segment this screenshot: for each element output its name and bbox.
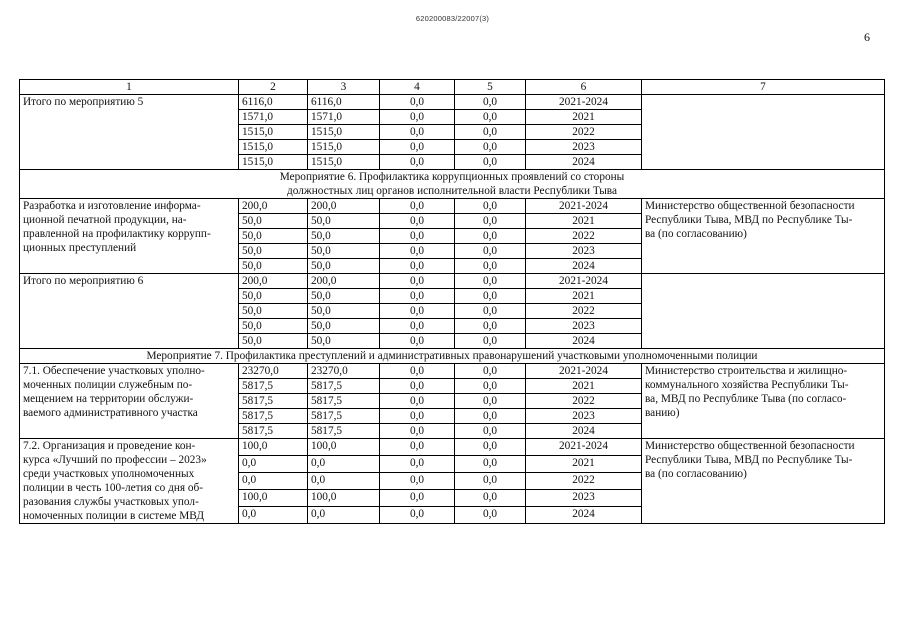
table-cell: 0,0 [455, 334, 526, 349]
table-cell: 2024 [526, 259, 642, 274]
table-cell: 1515,0 [308, 155, 380, 170]
table-cell: 0,0 [308, 456, 380, 473]
item6-label-line: правленной на профилактику коррупп- [23, 228, 211, 240]
column-header-7: 7 [642, 80, 885, 95]
table-cell: 50,0 [308, 244, 380, 259]
table-cell: 50,0 [308, 304, 380, 319]
table-cell: 100,0 [308, 439, 380, 456]
section7-row [20, 349, 885, 364]
table-cell: 0,0 [380, 304, 455, 319]
column-header-4: 4 [380, 80, 455, 95]
table-cell: 0,0 [380, 439, 455, 456]
table-cell: 2021 [526, 214, 642, 229]
item72-executor-line: ва (по согласованию) [645, 468, 747, 480]
item71-executor [642, 364, 885, 439]
table-cell: 0,0 [380, 319, 455, 334]
table-cell: 0,0 [455, 507, 526, 524]
table-cell: 5817,5 [239, 379, 308, 394]
table-cell: 0,0 [455, 229, 526, 244]
table-cell: 1515,0 [308, 140, 380, 155]
table-cell: 0,0 [308, 473, 380, 490]
table-cell: 6116,0 [239, 95, 308, 110]
table-cell: 2021 [526, 289, 642, 304]
table-cell: 1515,0 [308, 125, 380, 140]
table-cell: 0,0 [455, 259, 526, 274]
table-cell: 5817,5 [239, 424, 308, 439]
table-cell: 0,0 [380, 244, 455, 259]
table-cell: 200,0 [308, 199, 380, 214]
table-cell: 2021 [526, 379, 642, 394]
table-cell: 2022 [526, 125, 642, 140]
table-cell: 0,0 [455, 214, 526, 229]
table-cell: 0,0 [455, 424, 526, 439]
table-cell: 50,0 [308, 259, 380, 274]
table-cell: 0,0 [455, 473, 526, 490]
table-cell: 0,0 [380, 456, 455, 473]
item6-executor-line: Республики Тыва, МВД по Республике Ты- [645, 214, 853, 226]
item71-executor-line: Министерство строительства и жилищно- [645, 365, 848, 377]
table-cell: 2023 [526, 319, 642, 334]
header-row [20, 80, 885, 95]
table-cell: 50,0 [239, 334, 308, 349]
item71-executor-line: ванию) [645, 407, 680, 419]
total6-label: Итого по мероприятию 6 [20, 274, 239, 349]
item71-label-line: моченных полиции служебным по- [23, 379, 193, 391]
item72-executor [642, 439, 885, 524]
section7-title-line: Мероприятие 7. Профилактика преступлений и административных правонарушений участковыми уполномоченными полиции [146, 350, 758, 362]
table-cell: 0,0 [455, 379, 526, 394]
table-cell: 2024 [526, 507, 642, 524]
item6-label [20, 199, 239, 274]
table-cell: 0,0 [380, 125, 455, 140]
table-cell: 0,0 [380, 379, 455, 394]
table-cell: 2023 [526, 409, 642, 424]
table-cell: 0,0 [380, 229, 455, 244]
total6-row [20, 274, 885, 289]
table-cell: 0,0 [455, 409, 526, 424]
section6-title-line: должностных лиц органов исполнительной власти Республики Тыва [287, 185, 617, 197]
column-header-2: 2 [239, 80, 308, 95]
table-cell: 50,0 [308, 289, 380, 304]
document-code: 620200083/22007(3) [415, 14, 490, 23]
table-cell: 2023 [526, 140, 642, 155]
table-cell: 0,0 [455, 274, 526, 289]
table-cell: 1515,0 [239, 125, 308, 140]
table-cell: 200,0 [239, 274, 308, 289]
table-cell: 50,0 [308, 319, 380, 334]
column-header-6: 6 [526, 80, 642, 95]
table-cell: 50,0 [239, 214, 308, 229]
table-cell: 2024 [526, 155, 642, 170]
page-number: 6 [864, 30, 870, 44]
table-cell: 0,0 [455, 155, 526, 170]
item71-label-line: 7.1. Обеспечение участковых уполно- [23, 365, 205, 377]
table-cell: 0,0 [455, 394, 526, 409]
table-cell: 0,0 [239, 473, 308, 490]
item72-label-line: полиции в честь 100-летия со дня об- [23, 482, 204, 494]
table-cell: 0,0 [380, 140, 455, 155]
item72-label-line: курса «Лучший по профессии – 2023» [23, 454, 207, 466]
table-cell: 2021-2024 [526, 274, 642, 289]
table-cell: 2021-2024 [526, 364, 642, 379]
table-cell: 6116,0 [308, 95, 380, 110]
item6-executor-line: ва (по согласованию) [645, 228, 747, 240]
table-cell: 2023 [526, 490, 642, 507]
total5-executor [642, 95, 885, 170]
table-body [20, 80, 885, 524]
table-cell: 1571,0 [308, 110, 380, 125]
table-cell: 2024 [526, 424, 642, 439]
column-header-3: 3 [308, 80, 380, 95]
table-cell: 50,0 [308, 334, 380, 349]
table-cell: 0,0 [455, 490, 526, 507]
table-cell: 2021 [526, 110, 642, 125]
column-header-1: 1 [20, 80, 239, 95]
table-cell: 2022 [526, 304, 642, 319]
table-cell: 0,0 [380, 409, 455, 424]
table-cell: 50,0 [308, 229, 380, 244]
item71-row [20, 364, 885, 379]
table-cell: 0,0 [455, 304, 526, 319]
budget-table [19, 79, 885, 524]
section6-title-line: Мероприятие 6. Профилактика коррупционных проявлений со стороны [279, 171, 625, 183]
item71-executor-line: коммунального хозяйства Республики Ты- [645, 379, 849, 391]
table-cell: 50,0 [239, 289, 308, 304]
table-cell: 200,0 [239, 199, 308, 214]
table-cell: 2022 [526, 394, 642, 409]
table-cell: 23270,0 [308, 364, 380, 379]
table-cell: 2021-2024 [526, 95, 642, 110]
item71-label-line: ваемого административного участка [23, 407, 198, 419]
table-cell: 1515,0 [239, 155, 308, 170]
table-cell: 2022 [526, 229, 642, 244]
table-cell: 0,0 [455, 289, 526, 304]
item72-executor-line: Министерство общественной безопасности [645, 440, 855, 452]
table-cell: 0,0 [380, 289, 455, 304]
table-cell: 5817,5 [308, 394, 380, 409]
item6-row [20, 199, 885, 214]
table-cell: 0,0 [380, 95, 455, 110]
table-cell: 0,0 [455, 199, 526, 214]
table-cell: 50,0 [239, 229, 308, 244]
table-cell: 0,0 [455, 125, 526, 140]
table-cell: 0,0 [380, 473, 455, 490]
total5-label: Итого по мероприятию 5 [20, 95, 239, 170]
item72-label-line: среди участковых уполномоченных [23, 468, 195, 480]
table-cell: 5817,5 [308, 379, 380, 394]
table-cell: 50,0 [239, 304, 308, 319]
table-cell: 0,0 [239, 456, 308, 473]
item72-label [20, 439, 239, 524]
item71-label [20, 364, 239, 439]
section7-title [20, 349, 885, 364]
table-cell: 100,0 [239, 490, 308, 507]
table-cell: 2021-2024 [526, 439, 642, 456]
item72-label-line: номоченных полиции в системе МВД [23, 510, 205, 522]
table-cell: 100,0 [308, 490, 380, 507]
item6-label-line: Разработка и изготовление информа- [23, 200, 201, 212]
section6-title [20, 170, 885, 199]
item72-executor-line: Республики Тыва, МВД по Республике Ты- [645, 454, 853, 466]
table-cell: 2022 [526, 473, 642, 490]
table-cell: 5817,5 [239, 409, 308, 424]
section6-row [20, 170, 885, 199]
table-cell: 0,0 [380, 490, 455, 507]
item71-label-line: мещением на территории обслужи- [23, 393, 194, 405]
table-cell: 50,0 [308, 214, 380, 229]
table-cell: 0,0 [455, 140, 526, 155]
table-cell: 5817,5 [308, 409, 380, 424]
table-cell: 0,0 [308, 507, 380, 524]
table-cell: 0,0 [380, 364, 455, 379]
table-cell: 100,0 [239, 439, 308, 456]
table-cell: 50,0 [239, 244, 308, 259]
item71-executor-line: ва, МВД по Республике Тыва (по согласо- [645, 393, 847, 405]
table-cell: 0,0 [455, 456, 526, 473]
table-cell: 0,0 [380, 507, 455, 524]
table-cell: 0,0 [380, 334, 455, 349]
item6-label-line: ционных преступлений [23, 242, 137, 254]
table-cell: 0,0 [380, 110, 455, 125]
table-cell: 0,0 [455, 110, 526, 125]
item72-label-line: разования службы участковых упол- [23, 496, 199, 508]
table-cell: 23270,0 [239, 364, 308, 379]
table-cell: 50,0 [239, 319, 308, 334]
table-cell: 0,0 [380, 274, 455, 289]
table-cell: 0,0 [380, 259, 455, 274]
table-cell: 0,0 [455, 439, 526, 456]
table-cell: 0,0 [380, 199, 455, 214]
table-cell: 0,0 [455, 244, 526, 259]
table-cell: 0,0 [380, 394, 455, 409]
column-header-5: 5 [455, 80, 526, 95]
table-cell: 2024 [526, 334, 642, 349]
table-cell: 2023 [526, 244, 642, 259]
table-cell: 200,0 [308, 274, 380, 289]
table-cell: 0,0 [455, 319, 526, 334]
table-cell: 5817,5 [308, 424, 380, 439]
table-cell: 2021 [526, 456, 642, 473]
table-cell: 0,0 [455, 364, 526, 379]
item72-label-line: 7.2. Организация и проведение кон- [23, 440, 196, 452]
total5-row [20, 95, 885, 110]
item6-executor-line: Министерство общественной безопасности [645, 200, 855, 212]
table-cell: 0,0 [380, 155, 455, 170]
table-cell: 0,0 [380, 424, 455, 439]
table-cell: 50,0 [239, 259, 308, 274]
table-cell: 1571,0 [239, 110, 308, 125]
table-cell: 5817,5 [239, 394, 308, 409]
table-cell: 0,0 [239, 507, 308, 524]
item6-executor [642, 199, 885, 274]
table-cell: 0,0 [380, 214, 455, 229]
table-cell: 0,0 [455, 95, 526, 110]
item72-row [20, 439, 885, 456]
table-cell: 2021-2024 [526, 199, 642, 214]
table-cell: 1515,0 [239, 140, 308, 155]
item6-label-line: ционной печатной продукции, на- [23, 214, 187, 226]
total6-executor [642, 274, 885, 349]
